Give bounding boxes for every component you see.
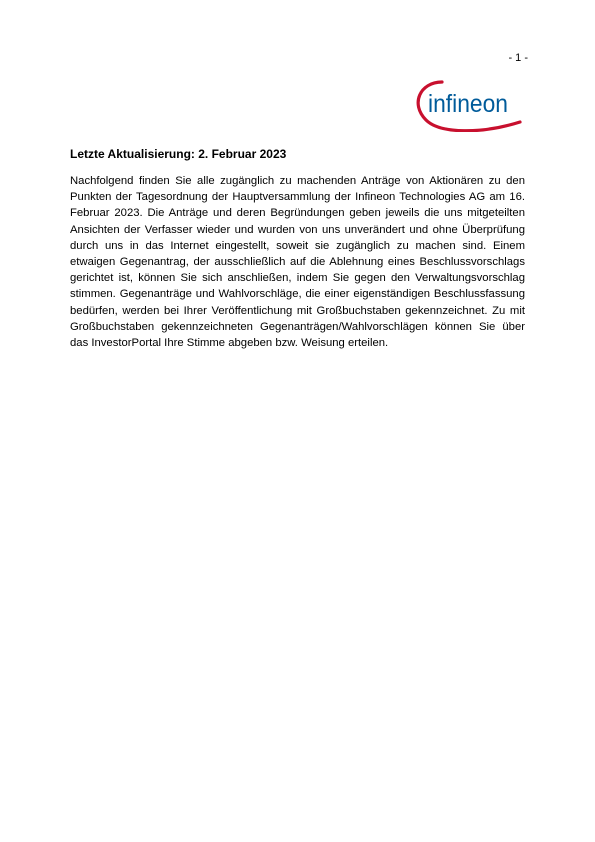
intro-paragraph: Nachfolgend finden Sie alle zugänglich zu machenden Anträge von Aktionären zu den Punkten der Tagesordnung der Hauptversammlung der Infineon Technologies AG am 16. Februar 2023. Die Anträge und deren Begründungen geben jeweils die uns mitgeteilten Ansichten der Verfasser wieder und wurden von uns unverändert und ohne Überprüfung durch uns in das Internet eingestellt, soweit sie zugänglich zu machen sind. Einem etwaigen Gegenantrag, der ausschließlich auf die Ablehnung eines Beschlussvorschlags gerichtet ist, können Sie sich anschließen, indem Sie gegen den Verwaltungsvorschlag stimmen. Gegenanträge und Wahlvorschläge, die einer eigenständigen Beschlussfassung bedürfen, werden bei Ihrer Veröffentlichung mit Großbuchstaben gekennzeichnet. Zu mit Großbuchstaben gekennzeichneten Gegenanträgen/Wahlvorschlägen können Sie über das InvestorPortal Ihre Stimme abgeben bzw. Weisung erteilen. (70, 175, 525, 350)
update-heading: Letzte Aktualisierung: 2. Februar 2023 (70, 147, 287, 161)
page-number: - 1 - (508, 52, 528, 64)
infineon-logo (412, 76, 524, 132)
logo-wordmark: infineon (428, 90, 508, 118)
